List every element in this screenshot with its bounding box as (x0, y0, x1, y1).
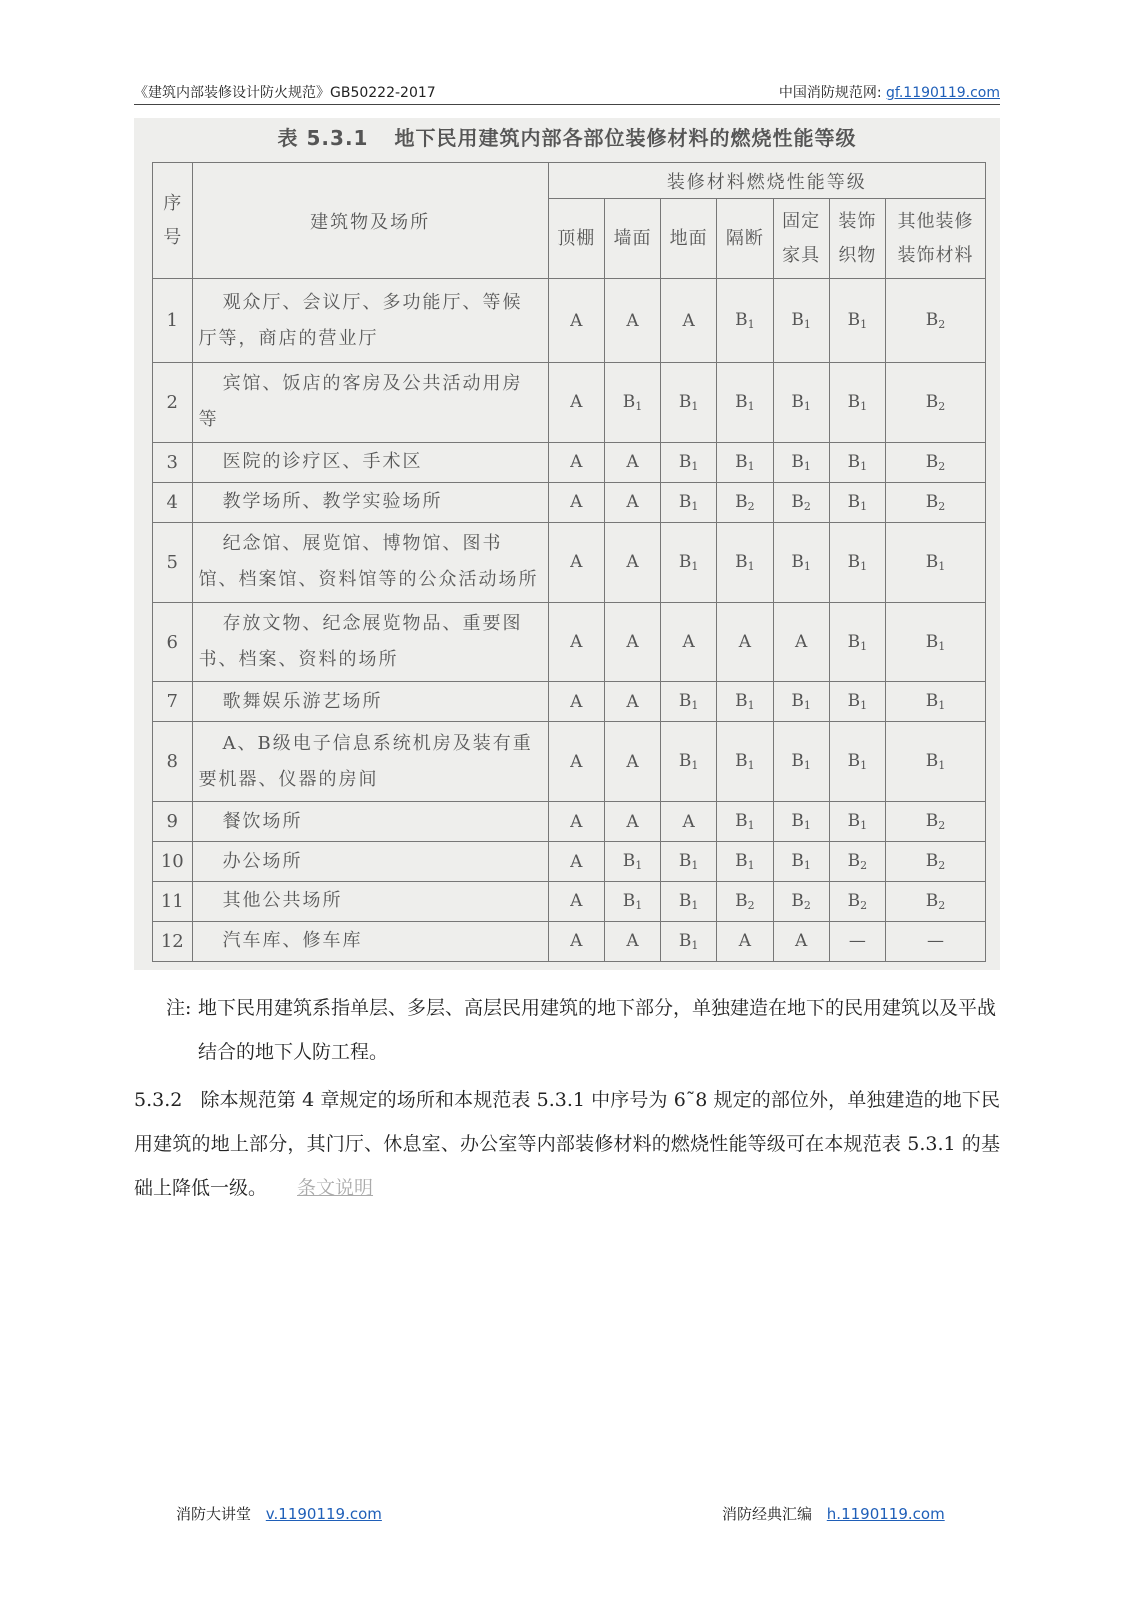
grade-cell: A (773, 921, 829, 961)
footer-left (176, 1504, 382, 1524)
grade-cell: $B_1$ (661, 522, 717, 602)
table-row (153, 682, 986, 722)
grade-cell: A (661, 602, 717, 682)
table-row (153, 522, 986, 602)
row-place-text: 宾馆、饭店的客房及公共活动用房等 (198, 373, 523, 431)
table-title (134, 122, 1000, 151)
grade-cell: $B_2$ (885, 802, 985, 842)
grade-cell: $B_1$ (661, 921, 717, 961)
grade-cell: $B_1$ (885, 682, 985, 722)
grade-cell: A (604, 482, 660, 522)
row-place-text: 歌舞娱乐游艺场所 (222, 690, 383, 712)
table-row (153, 442, 986, 482)
grade-cell: $B_1$ (829, 522, 885, 602)
header-grade-0: 顶棚 (548, 199, 604, 279)
grade-cell: $B_1$ (717, 842, 773, 882)
grade-cell: $B_1$ (773, 279, 829, 363)
grade-cell: $B_2$ (885, 442, 985, 482)
table-caption: 地下民用建筑内部各部位装修材料的燃烧性能等级 (394, 126, 857, 150)
grade-cell: $B_2$ (885, 842, 985, 882)
grade-cell: $B_1$ (773, 722, 829, 802)
footer-left-link[interactable]: v.1190119.com (265, 1505, 382, 1523)
grade-cell: $B_1$ (773, 682, 829, 722)
grade-cell: A (548, 522, 604, 602)
grade-cell: $B_1$ (661, 722, 717, 802)
table-figure (134, 118, 1000, 970)
grade-cell: $B_1$ (773, 842, 829, 882)
header-grade-1: 墙面 (604, 199, 660, 279)
grade-cell: $B_2$ (885, 279, 985, 363)
row-number: 9 (153, 802, 193, 842)
grade-cell: A (604, 921, 660, 961)
row-place (192, 842, 548, 882)
table-row (153, 722, 986, 802)
grade-cell: $B_2$ (717, 882, 773, 922)
grade-cell: $B_1$ (829, 722, 885, 802)
row-place (192, 682, 548, 722)
header-grade-5: 装饰 织物 (829, 199, 885, 279)
row-place (192, 482, 548, 522)
grade-cell: A (604, 279, 660, 363)
row-place-text: 医院的诊疗区、手术区 (222, 451, 423, 473)
row-place-text: 存放文物、纪念展览物品、重要图书、档案、资料的场所 (198, 613, 523, 670)
grade-cell: $B_2$ (717, 482, 773, 522)
grade-cell: A (548, 722, 604, 802)
row-place (192, 522, 548, 602)
header-place: 建筑物及场所 (192, 163, 548, 279)
row-place (192, 722, 548, 802)
grade-cell: $B_2$ (829, 882, 885, 922)
header-no: 序 号 (153, 163, 193, 279)
row-number: 1 (153, 279, 193, 363)
grade-cell: $B_1$ (829, 602, 885, 682)
row-number: 11 (153, 882, 193, 922)
grade-cell: $B_1$ (885, 722, 985, 802)
grade-cell: A (548, 682, 604, 722)
row-number: 6 (153, 602, 193, 682)
grade-cell: $B_1$ (773, 363, 829, 443)
row-number: 10 (153, 842, 193, 882)
grade-cell: A (717, 602, 773, 682)
header-grade-4: 固定 家具 (773, 199, 829, 279)
grade-cell: $B_1$ (661, 363, 717, 443)
grade-cell: $B_1$ (829, 482, 885, 522)
row-place-text: A、B级电子信息系统机房及装有重要机器、仪器的房间 (198, 732, 533, 790)
row-place (192, 279, 548, 363)
grade-cell: $B_2$ (885, 882, 985, 922)
grade-cell: $B_1$ (604, 842, 660, 882)
site-label: 中国消防规范网: (778, 85, 882, 101)
row-place (192, 602, 548, 682)
grade-cell: A (773, 602, 829, 682)
grade-cell: A (604, 442, 660, 482)
row-number: 7 (153, 682, 193, 722)
row-number: 4 (153, 482, 193, 522)
grade-cell: A (548, 842, 604, 882)
row-number: 3 (153, 442, 193, 482)
document-title: 《建筑内部装修设计防火规范》GB50222-2017 (134, 85, 436, 101)
footer-right-link[interactable]: h.1190119.com (826, 1505, 945, 1523)
grade-cell: $B_1$ (773, 442, 829, 482)
grade-cell: A (548, 442, 604, 482)
table-number: 表 5.3.1 (277, 126, 369, 150)
grade-cell: A (604, 522, 660, 602)
grade-cell: $B_2$ (773, 482, 829, 522)
table-row (153, 602, 986, 682)
site-link[interactable]: gf.1190119.com (886, 85, 1000, 101)
row-place-text: 观众厅、会议厅、多功能厅、等候厅等，商店的营业厅 (198, 291, 523, 349)
grade-cell: $B_1$ (717, 722, 773, 802)
grade-cell: A (604, 722, 660, 802)
row-place-text: 纪念馆、展览馆、博物馆、图书馆、档案馆、资料馆等的公众活动场所 (198, 533, 539, 591)
grade-cell: $B_1$ (661, 682, 717, 722)
footer-left-label: 消防大讲堂 (176, 1505, 252, 1523)
grade-cell: $B_1$ (717, 682, 773, 722)
row-place (192, 442, 548, 482)
table-row (153, 882, 986, 922)
clause-number: 5.3.2 (134, 1089, 183, 1111)
grade-cell: $B_1$ (829, 279, 885, 363)
grade-cell: $B_1$ (604, 882, 660, 922)
grade-cell: — (885, 921, 985, 961)
clause-5-3-2 (134, 1078, 1000, 1210)
header-grade-2: 地面 (661, 199, 717, 279)
header-grade-6: 其他装修 装饰材料 (885, 199, 985, 279)
clause-explanation-link[interactable]: 条文说明 (297, 1177, 374, 1199)
grade-cell: $B_1$ (717, 522, 773, 602)
grade-cell: $B_1$ (829, 442, 885, 482)
row-place (192, 802, 548, 842)
grade-cell: $B_1$ (773, 802, 829, 842)
grade-cell: $B_1$ (661, 442, 717, 482)
row-number: 5 (153, 522, 193, 602)
site-reference (779, 84, 1000, 102)
note-text: 地下民用建筑系指单层、多层、高层民用建筑的地下部分，单独建造在地下的民用建筑以及平战结合的地下人防工程。 (198, 997, 997, 1063)
grade-cell: A (661, 802, 717, 842)
row-number: 2 (153, 363, 193, 443)
grade-cell: A (604, 602, 660, 682)
clause-text: 除本规范第 4 章规定的场所和本规范表 5.3.1 中序号为 6˜8 规定的部位外，单独建造的地下民用建筑的地上部分，其门厅、休息室、办公室等内部装修材料的燃烧性能等级可在本规范表 5.3.1 的基础上降低一级。 (134, 1089, 1000, 1199)
row-place (192, 921, 548, 961)
table-row (153, 363, 986, 443)
row-number: 8 (153, 722, 193, 802)
row-place (192, 363, 548, 443)
grade-cell: A (548, 882, 604, 922)
row-place-text: 餐饮场所 (222, 810, 303, 832)
grade-cell: $B_1$ (661, 842, 717, 882)
header-grade-group: 装修材料燃烧性能等级 (548, 163, 985, 199)
grade-cell: $B_1$ (829, 682, 885, 722)
note-label: 注: (166, 997, 192, 1019)
grade-cell: $B_2$ (829, 842, 885, 882)
grade-cell: A (548, 363, 604, 443)
table-row (153, 842, 986, 882)
page-header (134, 84, 1000, 105)
grade-cell: $B_1$ (717, 279, 773, 363)
table-row (153, 921, 986, 961)
grade-cell: A (604, 802, 660, 842)
fire-rating-table (152, 162, 986, 962)
grade-cell: A (604, 682, 660, 722)
grade-cell: A (548, 921, 604, 961)
grade-cell: $B_1$ (661, 482, 717, 522)
row-place (192, 882, 548, 922)
row-place-text: 其他公共场所 (222, 890, 343, 912)
grade-cell: $B_2$ (885, 482, 985, 522)
table-row (153, 482, 986, 522)
grade-cell: A (548, 602, 604, 682)
row-place-text: 办公场所 (222, 850, 303, 872)
header-grade-3: 隔断 (717, 199, 773, 279)
grade-cell: A (548, 802, 604, 842)
grade-cell: $B_1$ (717, 802, 773, 842)
grade-cell: $B_1$ (885, 602, 985, 682)
grade-cell: — (829, 921, 885, 961)
row-place-text: 教学场所、教学实验场所 (222, 491, 443, 513)
grade-cell: $B_1$ (829, 802, 885, 842)
grade-cell: $B_1$ (885, 522, 985, 602)
row-number: 12 (153, 921, 193, 961)
grade-cell: A (661, 279, 717, 363)
grade-cell: A (548, 482, 604, 522)
grade-cell: $B_1$ (717, 442, 773, 482)
grade-cell: $B_1$ (604, 363, 660, 443)
footer-right-label: 消防经典汇编 (722, 1505, 813, 1523)
table-row (153, 802, 986, 842)
grade-cell: $B_1$ (829, 363, 885, 443)
row-place-text: 汽车库、修车库 (222, 930, 363, 952)
footer-right (722, 1504, 945, 1524)
grade-cell: $B_1$ (717, 363, 773, 443)
grade-cell: A (717, 921, 773, 961)
grade-cell: $B_1$ (773, 522, 829, 602)
table-row (153, 279, 986, 363)
grade-cell: A (548, 279, 604, 363)
grade-cell: $B_1$ (661, 882, 717, 922)
grade-cell: $B_2$ (885, 363, 985, 443)
grade-cell: $B_2$ (773, 882, 829, 922)
